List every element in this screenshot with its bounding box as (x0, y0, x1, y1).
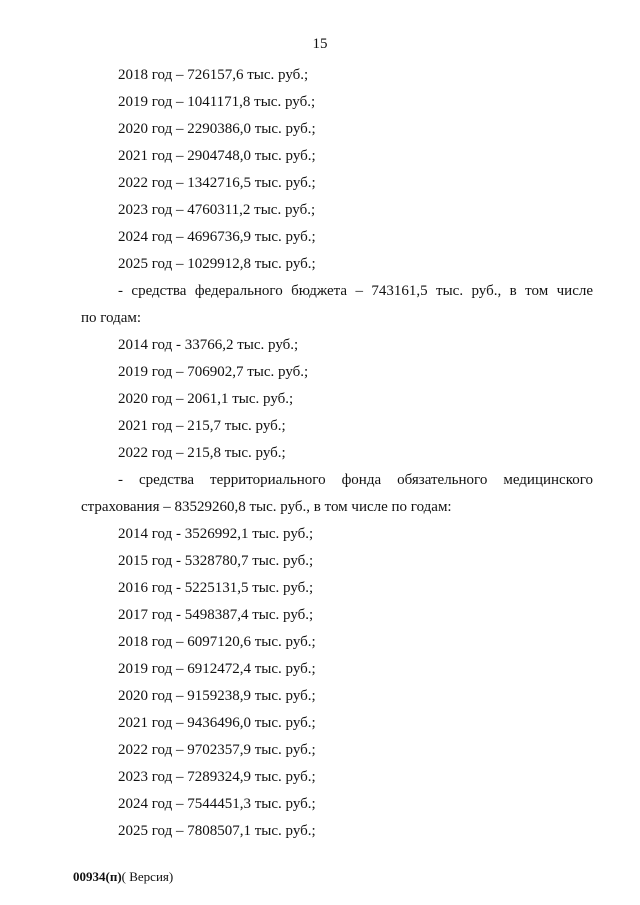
text-line: 2024 год – 7544451,3 тыс. руб.; (118, 796, 316, 812)
text-line: 2021 год – 9436496,0 тыс. руб.; (118, 715, 316, 731)
text-line: по годам: (81, 310, 142, 326)
text-line: 2020 год – 2290386,0 тыс. руб.; (118, 121, 316, 137)
text-line: 2017 год - 5498387,4 тыс. руб.; (118, 607, 314, 623)
text-line: 2021 год – 215,7 тыс. руб.; (118, 418, 286, 434)
text-line: 2021 год – 2904748,0 тыс. руб.; (118, 148, 316, 164)
text-line: 2014 год - 33766,2 тыс. руб.; (118, 337, 299, 353)
text-line: 2019 год – 1041171,8 тыс. руб.; (118, 94, 316, 110)
text-line: 2018 год – 6097120,6 тыс. руб.; (118, 634, 316, 650)
text-line: 2020 год – 2061,1 тыс. руб.; (118, 391, 294, 407)
text-line: 2018 год – 726157,6 тыс. руб.; (118, 67, 309, 83)
text-line: - средства федерального бюджета – 743161,5 тыс. руб., в том числе (118, 283, 593, 299)
text-line: 2019 год – 6912472,4 тыс. руб.; (118, 661, 316, 677)
text-line: 2015 год - 5328780,7 тыс. руб.; (118, 553, 314, 569)
text-line: 2014 год - 3526992,1 тыс. руб.; (118, 526, 314, 542)
text-line: - средства территориального фонда обязательного медицинского (118, 472, 593, 488)
text-line: 2016 год - 5225131,5 тыс. руб.; (118, 580, 314, 596)
text-line: страхования – 83529260,8 тыс. руб., в том числе по годам: (81, 499, 452, 515)
document-body (81, 62, 593, 845)
text-line: 2023 год – 4760311,2 тыс. руб.; (118, 202, 316, 218)
text-line: 2025 год – 1029912,8 тыс. руб.; (118, 256, 316, 272)
text-line: 2022 год – 1342716,5 тыс. руб.; (118, 175, 316, 191)
document-version: ( Версия) (121, 869, 174, 884)
document-footer (73, 868, 173, 886)
text-line: 2024 год – 4696736,9 тыс. руб.; (118, 229, 316, 245)
text-line: 2020 год – 9159238,9 тыс. руб.; (118, 688, 316, 704)
document-code: 00934(п) (73, 869, 122, 884)
text-line: 2019 год – 706902,7 тыс. руб.; (118, 364, 309, 380)
text-line: 2025 год – 7808507,1 тыс. руб.; (118, 823, 316, 839)
page-number: 15 (312, 36, 328, 52)
text-line: 2023 год – 7289324,9 тыс. руб.; (118, 769, 316, 785)
text-line: 2022 год – 9702357,9 тыс. руб.; (118, 742, 316, 758)
text-line: 2022 год – 215,8 тыс. руб.; (118, 445, 286, 461)
